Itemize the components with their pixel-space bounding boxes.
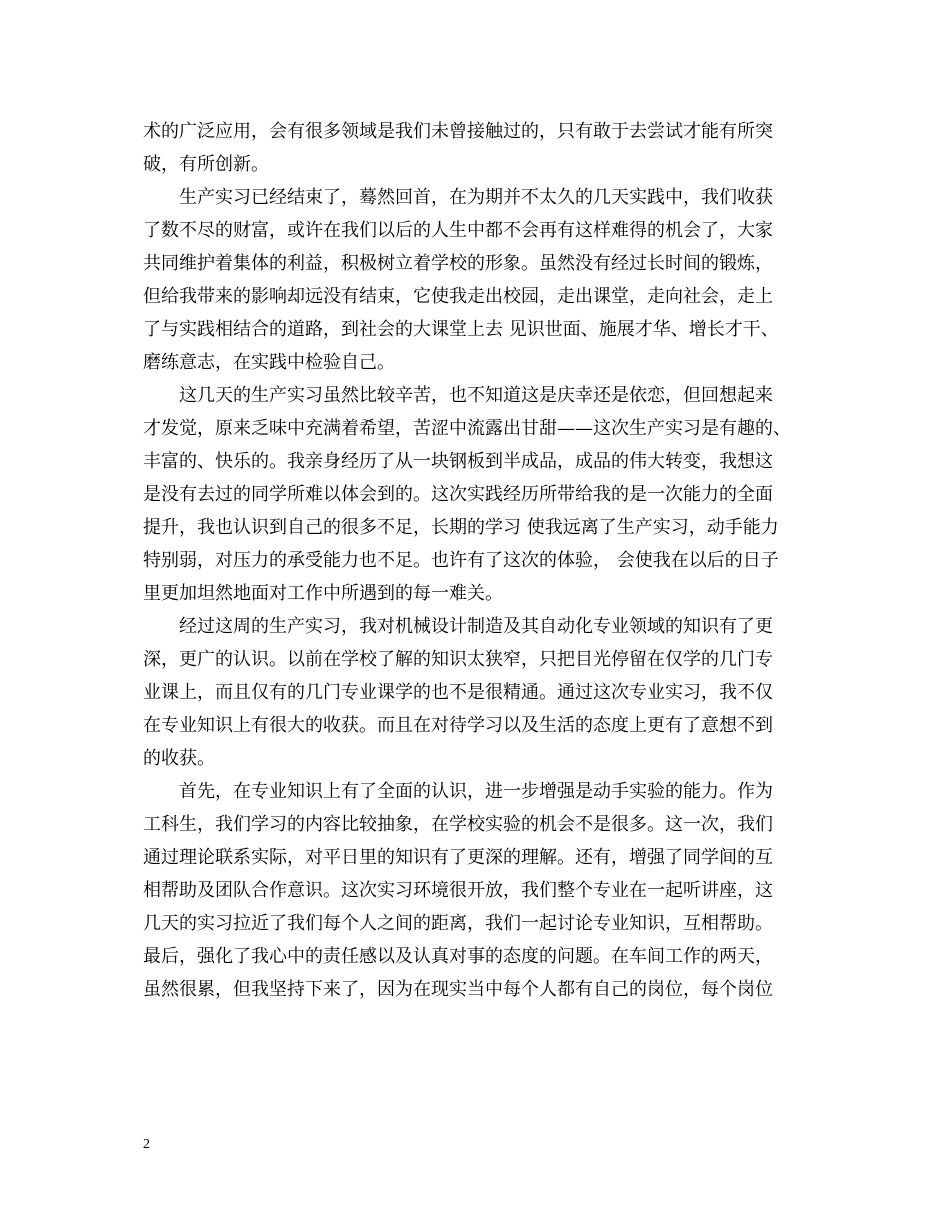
text-line: 在专业知识上有很大的收获。而且在对待学习以及生活的态度上更有了意想不到 <box>143 715 773 736</box>
text-line: 但给我带来的影响却远没有结束，它使我走出校园，走出课堂，走向社会，走上 <box>143 286 773 307</box>
paragraph-start-line: 生产实习已经结束了，蓦然回首，在为期并不太久的几天实践中，我们收获 <box>179 187 773 208</box>
text-line: 虽然很累，但我坚持下来了，因为在现实当中每个人都有自己的岗位，每个岗位 <box>143 979 773 1000</box>
page-number: 2 <box>143 1137 150 1152</box>
text-line: 了数不尽的财富，或许在我们以后的人生中都不会再有这样难得的机会了，大家 <box>143 220 773 241</box>
text-line: 几天的实习拉近了我们每个人之间的距离，我们一起讨论专业知识，互相帮助。 <box>143 913 773 934</box>
text-line: 提升，我也认识到自己的很多不足，长期的学习 使我远离了生产实习，动手能力 <box>143 517 779 538</box>
text-line: 工科生，我们学习的内容比较抽象，在学校实验的机会不是很多。这一次，我们 <box>143 814 773 835</box>
text-line: 业课上，而且仅有的几门专业课学的也不是很精通。通过这次专业实习，我不仅 <box>143 682 773 703</box>
text-line: 才发觉，原来乏味中充满着希望，苦涩中流露出甘甜——这次生产实习是有趣的、 <box>143 418 791 439</box>
text-line: 的收获。 <box>143 748 215 769</box>
text-line: 相帮助及团队合作意识。这次实习环境很开放，我们整个专业在一起听讲座，这 <box>143 880 773 901</box>
text-line: 丰富的、快乐的。我亲身经历了从一块钢板到半成品，成品的伟大转变，我想这 <box>143 451 773 472</box>
text-line: 磨练意志，在实践中检验自己。 <box>143 352 395 373</box>
paragraph-start-line: 首先，在专业知识上有了全面的认识，进一步增强是动手实验的能力。作为 <box>179 781 773 802</box>
paragraph-start-line: 经过这周的生产实习，我对机械设计制造及其自动化专业领域的知识有了更 <box>179 616 773 637</box>
text-line: 共同维护着集体的利益，积极树立着学校的形象。虽然没有经过长时间的锻炼， <box>143 253 773 274</box>
text-line: 里更加坦然地面对工作中所遇到的每一难关。 <box>143 583 503 604</box>
text-line: 术的广泛应用，会有很多领域是我们未曾接触过的，只有敢于去尝试才能有所突 <box>143 121 773 142</box>
text-line: 最后，强化了我心中的责任感以及认真对事的态度的问题。在车间工作的两天， <box>143 946 773 967</box>
paragraph-start-line: 这几天的生产实习虽然比较辛苦，也不知道这是庆幸还是依恋，但回想起来 <box>179 385 773 406</box>
text-line: 深，更广的认识。以前在学校了解的知识太狭窄，只把目光停留在仅学的几门专 <box>143 649 773 670</box>
text-line: 特别弱，对压力的承受能力也不足。也许有了这次的体验， 会使我在以后的日子 <box>143 550 779 571</box>
text-line: 是没有去过的同学所难以体会到的。这次实践经历所带给我的是一次能力的全面 <box>143 484 773 505</box>
text-line: 破，有所创新。 <box>143 154 269 175</box>
text-line: 通过理论联系实际，对平日里的知识有了更深的理解。还有，增强了同学间的互 <box>143 847 773 868</box>
text-line: 了与实践相结合的道路，到社会的大课堂上去 见识世面、施展才华、增长才干、 <box>143 319 779 340</box>
